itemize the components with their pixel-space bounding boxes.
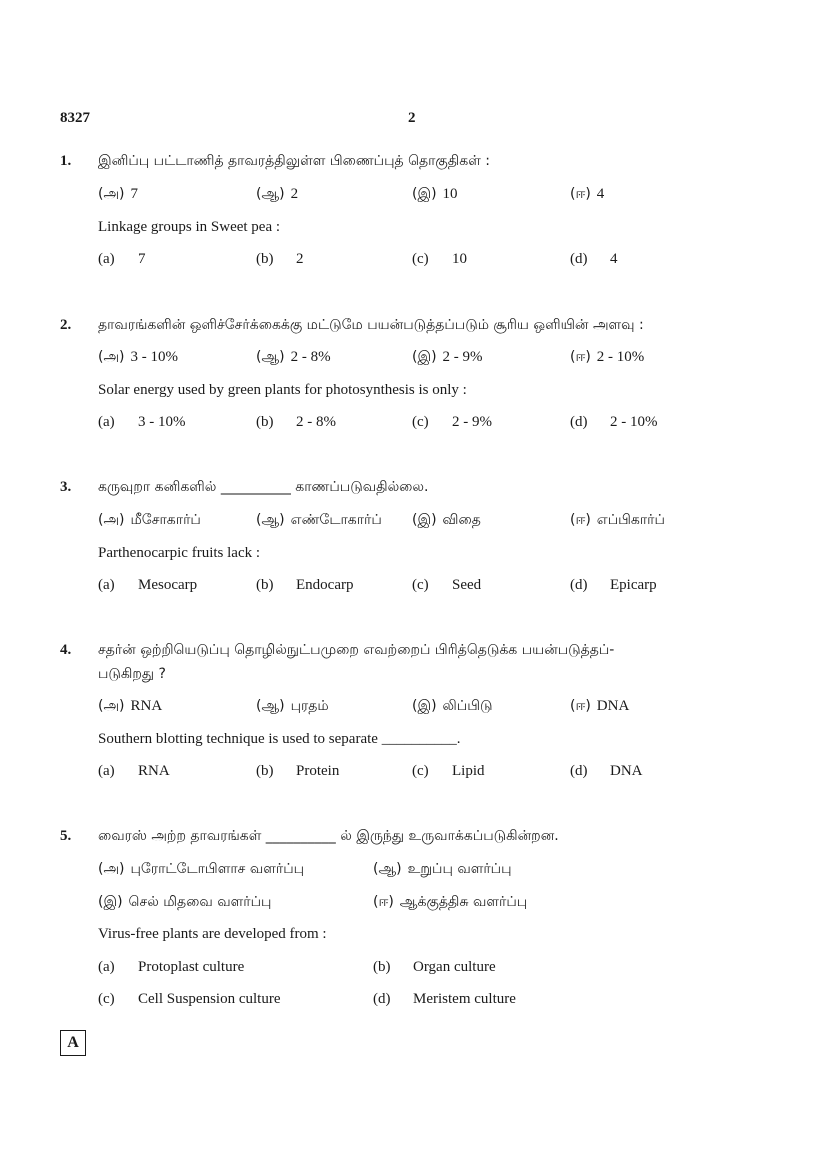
option-label: (அ) [98,349,125,365]
option-label: (a) [98,251,115,267]
option-text: மீசோகார்ப் [130,512,201,528]
option-label: (c) [412,414,429,430]
option-label: (c) [412,763,429,779]
option-label: (d) [570,251,588,267]
option-text: Protein [296,763,340,779]
option-text: 7 [130,186,138,202]
option-text: 2 - 8% [296,414,336,430]
option-label: (b) [256,577,274,593]
question-text-tamil: சதர்ன் ஒற்றியெடுப்பு தொழில்நுட்பமுறை எவற்றைப் பிரித்தெடுக்க பயன்படுத்தப்- [98,642,615,658]
option-label: (a) [98,763,115,779]
option-english-a [98,959,244,976]
question-text-english: Virus-free plants are developed from : [98,926,327,942]
option-label: (ஈ) [570,186,591,202]
booklet-code-box: A [60,1030,86,1056]
option-text: DNA [596,698,630,714]
option-tamil-3 [412,698,493,716]
option-text: RNA [138,763,170,779]
option-text: Cell Suspension culture [138,991,281,1007]
option-label: (ஆ) [256,512,285,528]
option-english-b [256,763,339,780]
option-english-c [412,763,485,780]
option-label: (இ) [412,349,437,365]
question-number: 3. [60,479,72,495]
option-label: (c) [98,991,115,1007]
option-label: (d) [570,763,588,779]
option-text: எப்பிகார்ப் [596,512,665,528]
question-number: 1. [60,153,72,169]
option-label: (ஆ) [256,698,285,714]
paper-code: 8327 [60,110,90,126]
option-text: Epicarp [610,577,657,593]
option-label: (இ) [412,698,437,714]
option-text: 2 - 8% [290,349,331,365]
option-text: புரதம் [290,698,329,714]
option-english-d [373,991,516,1008]
option-tamil-4 [570,186,604,204]
option-text: 7 [138,251,146,267]
option-tamil-2 [256,349,331,367]
option-text: லிப்பிடு [442,698,493,714]
question-text-english: Southern blotting technique is used to separate __________. [98,731,461,747]
option-tamil-4 [570,349,644,367]
page-number: 2 [408,110,416,126]
option-text: Protoplast culture [138,959,245,975]
option-label: (d) [373,991,391,1007]
option-text: விதை [442,512,481,528]
option-tamil-1 [98,512,201,530]
question-text-tamil: தாவரங்களின் ஒளிச்சேர்க்கைக்கு மட்டுமே பயன்படுத்தப்படும் சூரிய ஒளியின் அளவு : [98,317,644,333]
option-label: (a) [98,414,115,430]
option-text: 10 [452,251,467,267]
option-label: (b) [256,251,274,267]
option-text: உறுப்பு வளர்ப்பு [407,861,512,877]
question-number: 5. [60,828,72,844]
option-text: செல் மிதவை வளர்ப்பு [128,894,272,910]
option-english-d [570,577,657,594]
option-english-c [412,251,467,268]
option-label: (ஈ) [570,349,591,365]
option-text: 2 [290,186,299,202]
option-label: (d) [570,414,588,430]
option-label: (b) [373,959,391,975]
option-tamil-4 [373,894,527,912]
option-english-c [412,577,481,594]
option-label: (a) [98,959,115,975]
option-label: (இ) [412,512,437,528]
option-tamil-2 [256,186,298,204]
option-label: (இ) [412,186,437,202]
option-tamil-1 [98,698,162,716]
option-text: Mesocarp [138,577,198,593]
option-label: (ஆ) [256,186,285,202]
option-english-b [373,959,496,976]
option-label: (ஈ) [373,894,394,910]
option-tamil-4 [570,512,665,530]
option-text: 10 [442,186,458,202]
option-english-b [256,414,336,431]
option-tamil-1 [98,186,138,204]
option-english-a [98,763,170,780]
question-number: 4. [60,642,72,658]
option-text: RNA [130,698,163,714]
option-label: (b) [256,414,274,430]
option-text: 3 - 10% [138,414,186,430]
option-text: 2 - 9% [442,349,483,365]
option-english-c [98,991,281,1008]
option-english-d [570,763,643,780]
option-label: (அ) [98,186,125,202]
option-tamil-2 [256,512,382,530]
option-tamil-1 [98,349,178,367]
option-text: 2 [296,251,304,267]
option-text: 2 - 10% [610,414,658,430]
option-english-d [570,251,618,268]
option-text: Seed [452,577,482,593]
option-text: புரோட்டோபிளாச வளர்ப்பு [130,861,305,877]
option-text: Lipid [452,763,485,779]
option-text: ஆக்குத்திசு வளர்ப்பு [399,894,528,910]
option-tamil-3 [98,894,271,912]
option-label: (அ) [98,698,125,714]
option-english-a [98,577,197,594]
option-text: 4 [610,251,618,267]
option-label: (c) [412,251,429,267]
question-text-english: Solar energy used by green plants for photosynthesis is only : [98,382,467,398]
option-text: Meristem culture [413,991,516,1007]
option-tamil-2 [373,861,512,879]
option-text: 3 - 10% [130,349,178,365]
option-tamil-3 [412,512,481,530]
option-label: (d) [570,577,588,593]
option-label: (ஈ) [570,512,591,528]
option-text: 4 [596,186,605,202]
option-text: 2 - 9% [452,414,492,430]
question-text-english: Parthenocarpic fruits lack : [98,545,261,561]
option-english-a [98,414,186,431]
question-text-tamil-continued: படுகிறது ? [98,666,166,682]
option-english-c [412,414,492,431]
option-tamil-2 [256,698,329,716]
option-english-b [256,577,353,594]
option-label: (a) [98,577,115,593]
option-english-a [98,251,146,268]
question-text-english: Linkage groups in Sweet pea : [98,219,281,235]
question-text-tamil: வைரஸ் அற்ற தாவரங்கள் __________ ல் இருந்து உருவாக்கப்படுகின்றன. [98,828,559,844]
option-english-d [570,414,658,431]
option-text: Organ culture [413,959,496,975]
option-text: DNA [610,763,643,779]
option-label: (b) [256,763,274,779]
option-label: (ஆ) [373,861,402,877]
option-label: (அ) [98,861,125,877]
question-text-tamil: இனிப்பு பட்டாணித் தாவரத்திலுள்ள பிணைப்புத் தொகுதிகள் : [98,153,491,169]
option-label: (ஈ) [570,698,591,714]
option-text: எண்டோகார்ப் [290,512,382,528]
option-label: (இ) [98,894,123,910]
option-tamil-3 [412,186,458,204]
option-label: (c) [412,577,429,593]
option-label: (ஆ) [256,349,285,365]
option-text: 2 - 10% [596,349,645,365]
option-label: (அ) [98,512,125,528]
question-number: 2. [60,317,72,333]
option-tamil-4 [570,698,629,716]
option-tamil-3 [412,349,483,367]
question-text-tamil: கருவுறா கனிகளில் __________ காணப்படுவதில்லை. [98,479,429,495]
option-english-b [256,251,304,268]
option-tamil-1 [98,861,304,879]
option-text: Endocarp [296,577,354,593]
